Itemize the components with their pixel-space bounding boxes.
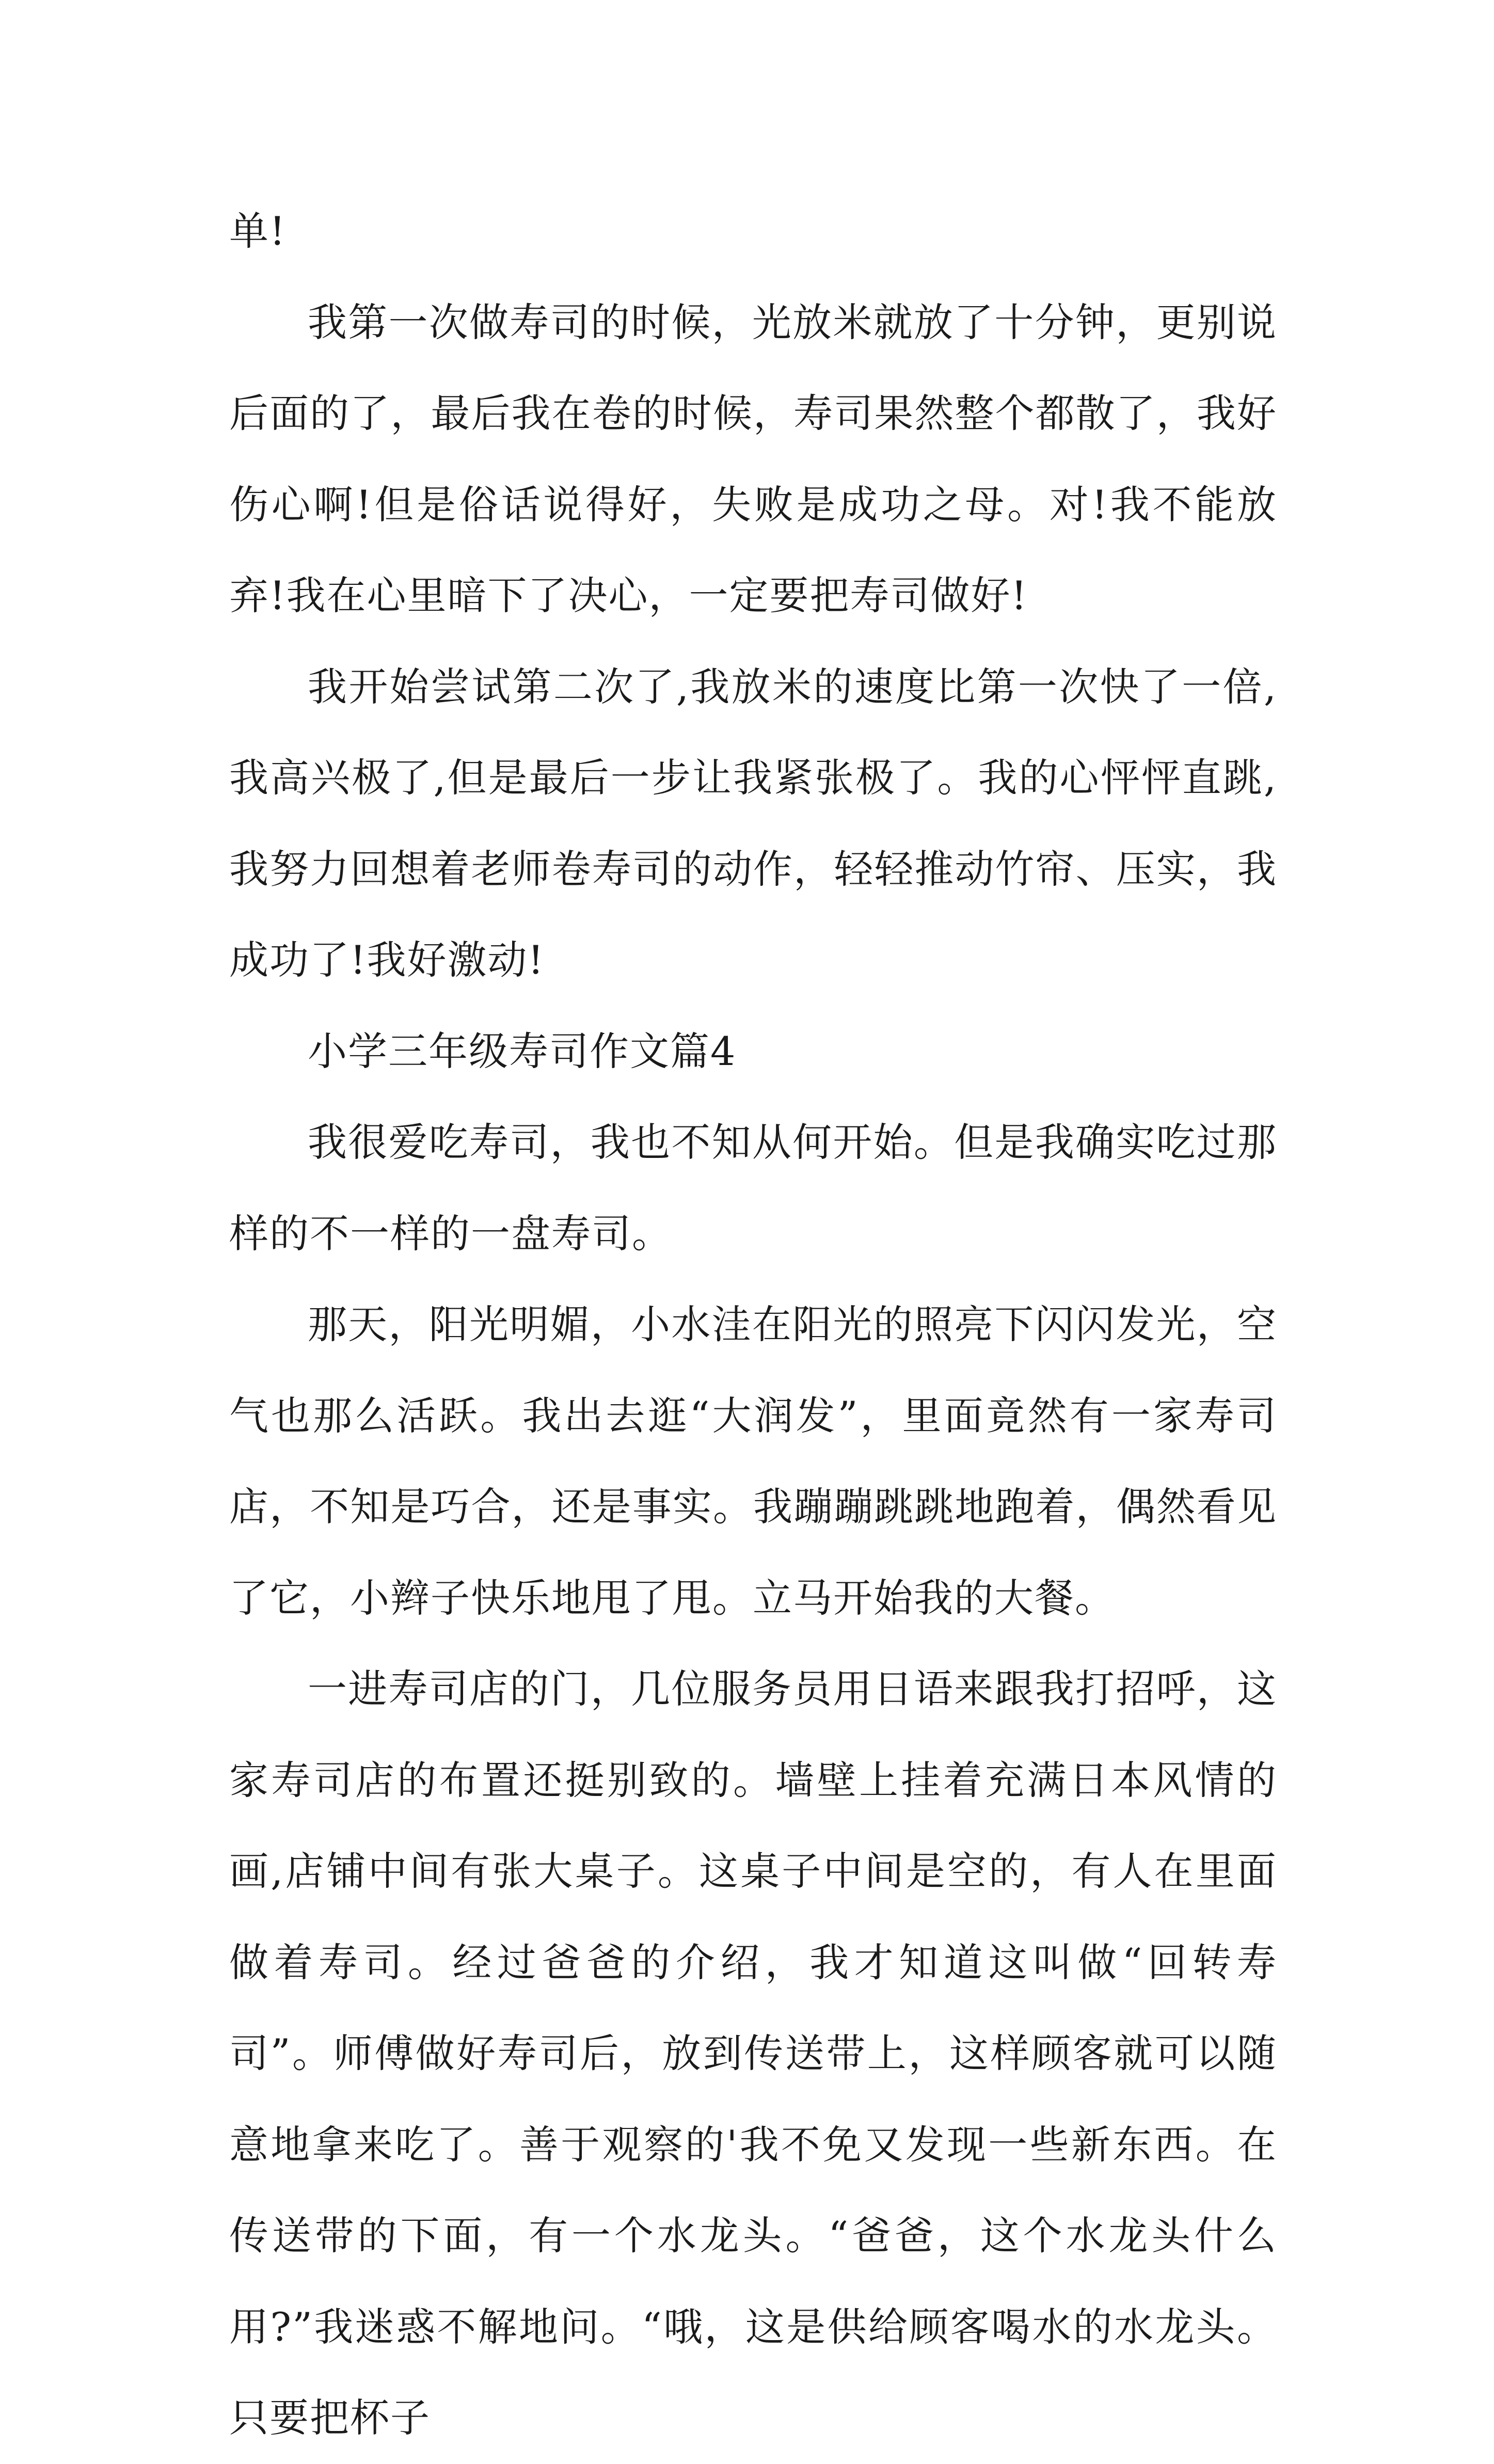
document-body [229,186,1277,2464]
section-heading: 小学三年级寿司作文篇4 [308,1028,737,1074]
paragraph: 我开始尝试第二次了,我放米的速度比第一次快了一倍,我高兴极了,但是最后一步让我紧张极了。我的心怦怦直跳,我努力回想着老师卷寿司的动作，轻轻推动竹帘、压实，我成功了!我好激动! [229,663,1277,983]
paragraph: 我很爱吃寿司，我也不知从何开始。但是我确实吃过那样的不一样的一盘寿司。 [229,1119,1277,1257]
paragraph-continuation: 单! [229,208,287,254]
paragraph: 那天，阳光明媚，小水洼在阳光的照亮下闪闪发光，空气也那么活跃。我出去逛“大润发”，里面竟然有一家寿司店，不知是巧合，还是事实。我蹦蹦跳跳地跑着，偶然看见了它，小辫子快乐地甩了甩。立马开始我的大餐。 [229,1301,1277,1621]
paragraph: 我第一次做寿司的时候，光放米就放了十分钟，更别说后面的了，最后我在卷的时候，寿司果然整个都散了，我好伤心啊!但是俗话说得好，失败是成功之母。对!我不能放弃!我在心里暗下了决心，一定要把寿司做好! [229,299,1277,618]
paragraph: 一进寿司店的门，几位服务员用日语来跟我打招呼，这家寿司店的布置还挺别致的。墙壁上挂着充满日本风情的画,店铺中间有张大桌子。这桌子中间是空的，有人在里面做着寿司。经过爸爸的介绍，我才知道这叫做“回转寿司”。师傅做好寿司后，放到传送带上，这样顾客就可以随意地拿来吃了。善于观察的'我不免又发现一些新东西。在传送带的下面，有一个水龙头。“爸爸，这个水龙头什么用?”我迷惑不解地问。“哦，这是供给顾客喝水的水龙头。只要把杯子 [229,1666,1277,2441]
